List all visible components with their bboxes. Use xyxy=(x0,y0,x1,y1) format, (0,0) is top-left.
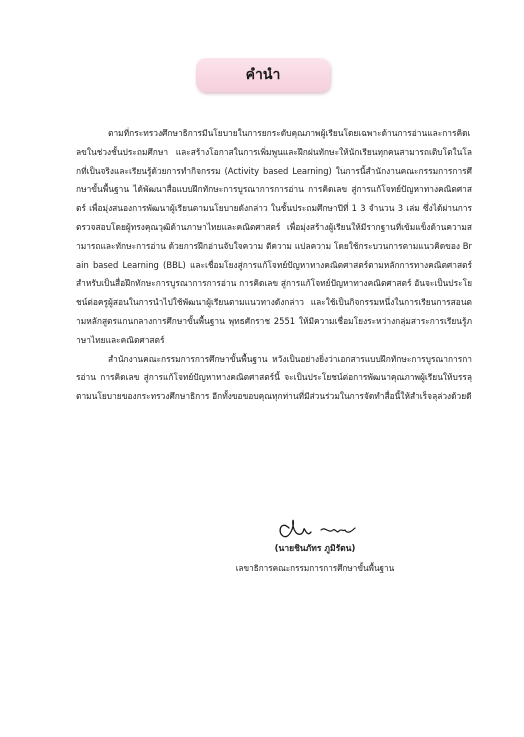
page-title: คำนำ xyxy=(245,67,281,83)
handwritten-signature-image xyxy=(275,516,365,542)
body-content xyxy=(76,124,472,406)
paragraph-2: สำนักงานคณะกรรมการการศึกษาขั้นพื้นฐาน หวังเป็นอย่างยิ่งว่าเอกสารแบบฝึกทักษะการบูรณาการการอ่าน การคิดเลข สู่การแก้โจทย์ปัญหาทางคณิตศาสตร์นี้ จะเป็นประโยชน์ต่อการพัฒนาคุณภาพผู้เรียนให้บรรลุตามนโยบายของกระทรวงศึกษาธิการ อีกทั้งขอขอบคุณทุกท่านที่มีส่วนร่วมในการจัดทำสื่อนี้ให้สำเร็จลุล่วงด้วยดี xyxy=(76,353,472,402)
paragraph-1: ตามที่กระทรวงศึกษาธิการมีนโยบายในการยกระดับคุณภาพผู้เรียนโดยเฉพาะด้านการอ่านและการคิดเลขในช่วงชั้นประถมศึกษา และสร้างโอกาสในการเพิ่มพูนและฝึกฝนทักษะให้นักเรียนทุกคนสามารถเติบโตในโลกที่เป็นจริงและเรียนรู้ด้วยการทำกิจกรรม (Activity based Learning) ในการนี้สำนักงานคณะกรรมการการศึกษาขั้นพื้นฐาน ได้พัฒนาสื่อแบบฝึกทักษะการบูรณาการการอ่าน การคิดเลข สู่การแก้โจทย์ปัญหาทางคณิตศาสตร์ เพื่อมุ่งสนองการพัฒนาผู้เรียนตามนโยบายดังกล่าว ในชั้นประถมศึกษาปีที่ 1 3 จำนวน 3 เล่ม ซึ่งได้ผ่านการตรวจสอบโดยผู้ทรงคุณวุฒิด้านภาษาไทยและคณิตศาสตร์ เพื่อมุ่งสร้างผู้เรียนให้มีรากฐานที่เข้มแข็งด้านความสามารถและทักษะการอ่าน ด้วยการฝึกอ่านจับใจความ ตีความ แปลความ โดยใช้กระบวนการตามแนวคิดของ Brain based Learning (BBL) และเชื่อมโยงสู่การแก้โจทย์ปัญหาทางคณิตศาสตร์ตามหลักการทางคณิตศาสตร์ สำหรับเป็นสื่อฝึกทักษะการบูรณาการการอ่าน การคิดเลข สู่การแก้โจทย์ปัญหาทางคณิตศาสตร์ อันจะเป็นประโยชน์ต่อครูผู้สอนในการนำไปใช้พัฒนาผู้เรียนตามแนวทางดังกล่าว และใช้เป็นกิจกรรมหนึ่งในการเรียนการสอนตามหลักสูตรแกนกลางการศึกษาขั้นพื้นฐาน พุทธศักราช 2551 ให้มีความเชื่อมโยงระหว่างกลุ่มสาระการเรียนรู้ภาษาไทยและคณิตศาสตร์ xyxy=(76,128,472,345)
title-box xyxy=(196,58,330,92)
signatory-position: เลขาธิการคณะกรรมการการศึกษาขั้นพื้นฐาน xyxy=(235,563,395,573)
signatory-name: (นายชินภัทร ภูมิรัตน) xyxy=(274,544,356,554)
